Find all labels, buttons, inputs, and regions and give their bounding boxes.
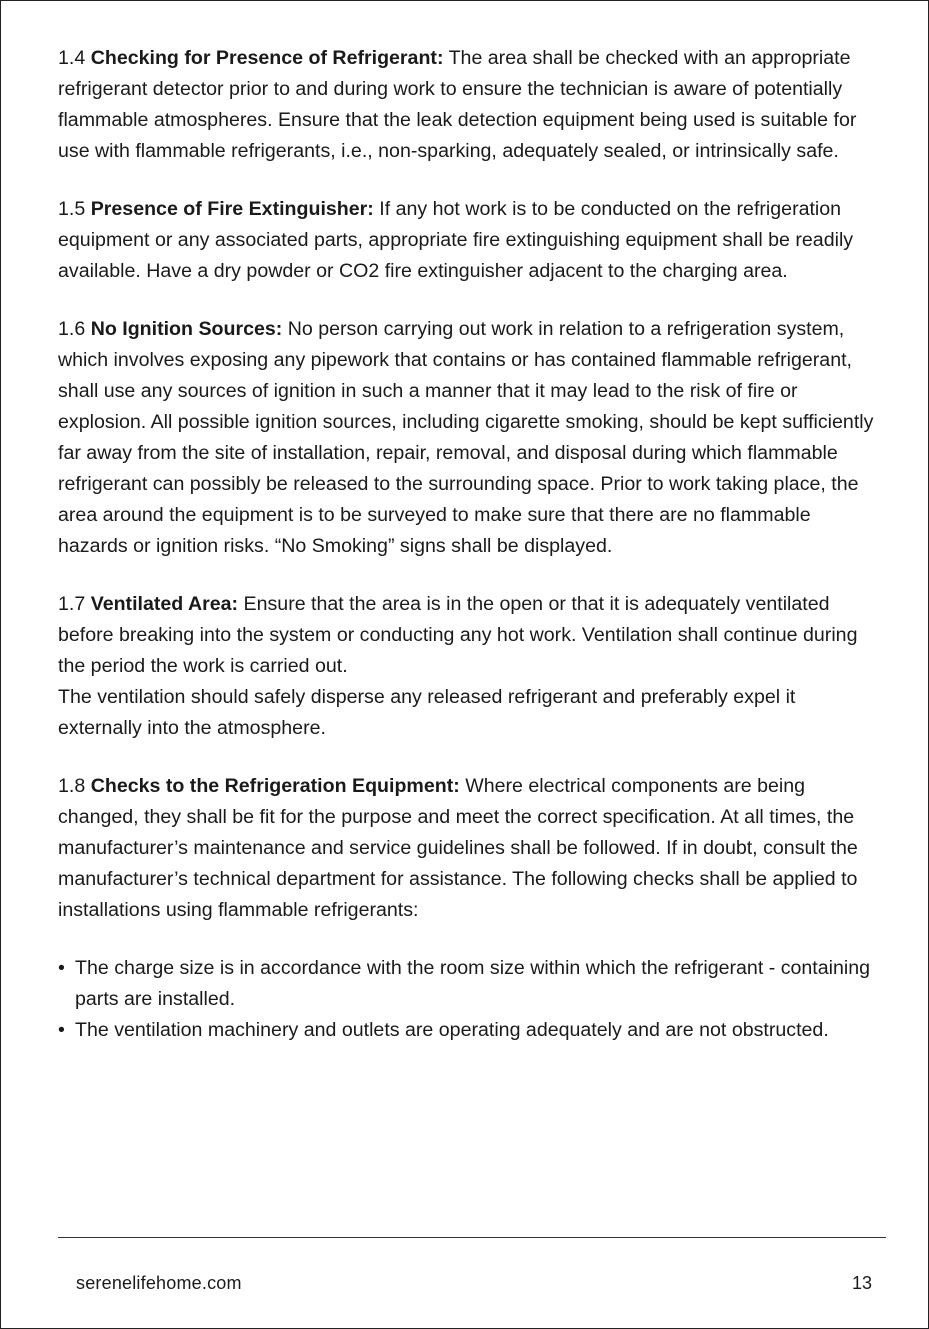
page-content (58, 43, 878, 1046)
section-1-5 (58, 194, 878, 287)
section-1-7 (58, 589, 878, 744)
section-body: Ensure that the area is in the open or that it is adequately ventilated before breaking into the system or conducting any hot work. Ventilation shall continue during the period the work is carried out. (58, 593, 858, 677)
list-item: • The charge size is in accordance with the room size within which the refrigerant - containing parts are installed. (58, 953, 878, 1015)
section-number: 1.4 (58, 47, 86, 69)
section-heading: Checking for Presence of Refrigerant: (90, 47, 444, 69)
section-heading: Presence of Fire Extinguisher: (90, 198, 374, 220)
page-number: 13 (851, 1273, 872, 1293)
footer-website: serenelifehome.com (76, 1273, 242, 1293)
section-1-6 (58, 314, 878, 562)
section-heading: No Ignition Sources: (90, 318, 283, 340)
section-body: No person carrying out work in relation to a refrigeration system, which involves exposing any pipework that contains or has contained flammable refrigerant, shall use any sources of ignition in such a manner that it may lead to the risk of fire or explosion. All possible ignition sources, including cigarette smoking, should be kept sufficiently far away from the site of installation, repair, removal, and disposal during which flammable refrigerant can possibly be released to the surrounding space. Prior to work taking place, the area around the equipment is to be surveyed to make sure that there are no flammable hazards or ignition risks. “No Smoking” signs shall be displayed. (58, 318, 874, 557)
section-number: 1.8 (58, 775, 86, 797)
list-item: • The ventilation machinery and outlets are operating adequately and are not obstructed. (58, 1015, 878, 1046)
section-number: 1.5 (58, 198, 86, 220)
section-body: The area shall be checked with an appropriate refrigerant detector prior to and during work to ensure the technician is aware of potentially flammable atmospheres. Ensure that the leak detection equipment being used is suitable for use with flammable refrigerants, i.e., non-sparking, adequately sealed, or intrinsically safe. (58, 47, 857, 162)
section-body: Where electrical components are being changed, they shall be fit for the purpose and meet the correct specification. At all times, the manufacturer’s maintenance and service guidelines shall be followed. If in doubt, consult the manufacturer’s technical department for assistance. The following checks shall be applied to installations using flammable refrigerants: (58, 775, 858, 921)
section-number: 1.7 (58, 593, 86, 615)
section-body: If any hot work is to be conducted on the refrigeration equipment or any associated parts, appropriate fire extinguishing equipment shall be readily available. Have a dry powder or CO2 fire extinguisher adjacent to the charging area. (58, 198, 854, 282)
section-heading: Ventilated Area: (90, 593, 239, 615)
section-number: 1.6 (58, 318, 86, 340)
section-heading: Checks to the Refrigeration Equipment: (90, 775, 460, 797)
checks-list (58, 953, 878, 1046)
footer-divider (58, 1237, 886, 1238)
section-1-4 (58, 43, 878, 167)
section-body-continued: The ventilation should safely disperse any released refrigerant and preferably expel it externally into the atmosphere. (58, 686, 796, 739)
section-1-8 (58, 771, 878, 926)
